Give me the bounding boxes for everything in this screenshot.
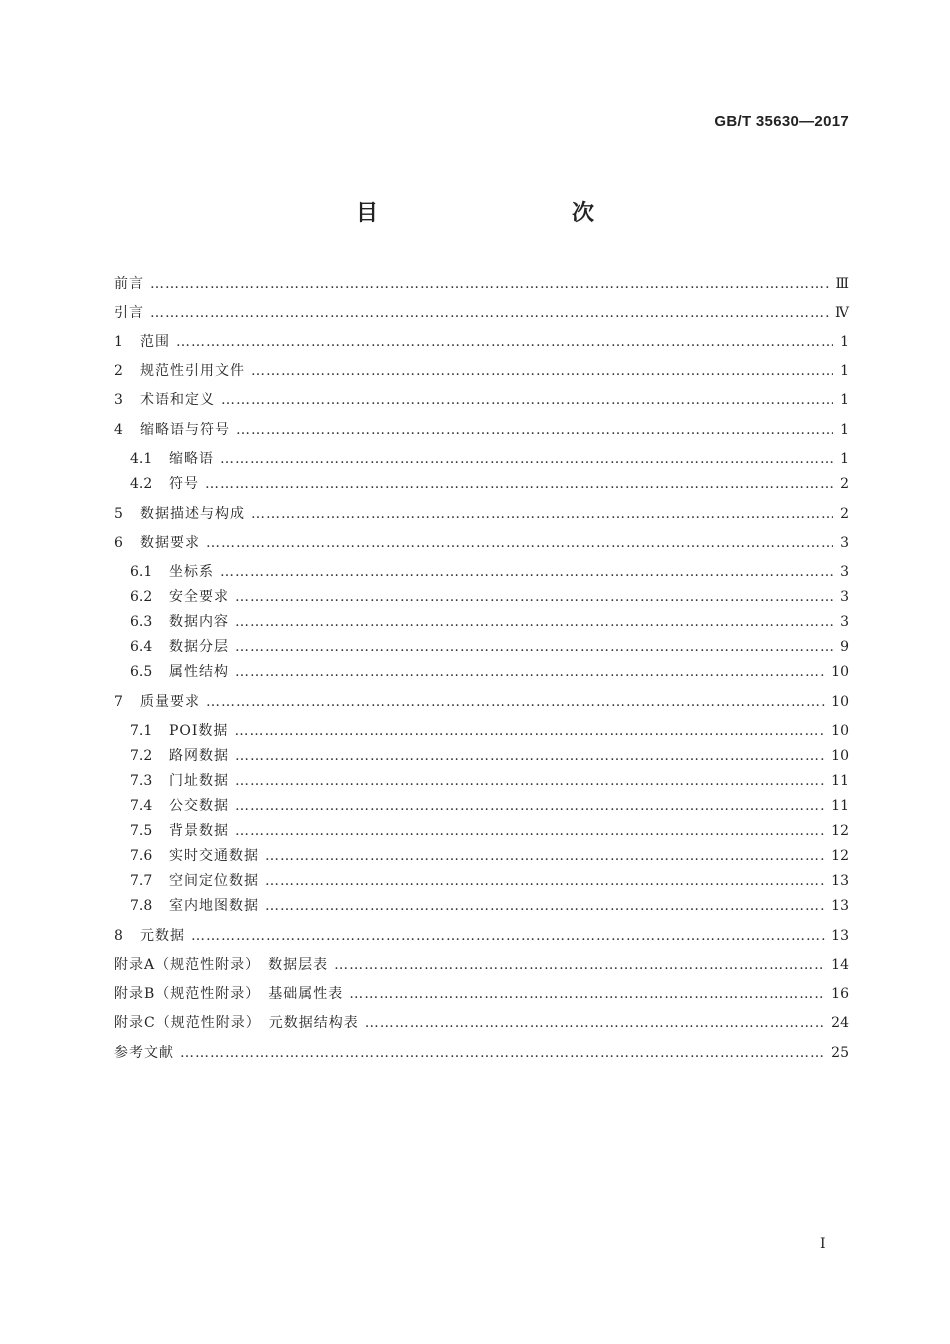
toc-number: 3 [114,392,123,408]
toc-label: 公交数据 [169,798,229,814]
toc-number: 8 [114,928,123,944]
toc-entry-introduction[interactable] [114,303,849,323]
toc-entry-7-2[interactable] [130,746,849,766]
toc-number: 7.3 [130,773,153,789]
toc-number: 6.5 [130,664,153,680]
toc-entry-appendix-a[interactable] [114,955,849,975]
toc-entry-6-3[interactable] [130,612,849,632]
leader-dots [235,637,833,657]
toc-entry-1[interactable] [114,332,849,352]
toc-page: 1 [840,392,849,408]
toc-entry-references[interactable] [114,1043,849,1063]
leader-dots [265,871,825,891]
toc-page: 10 [831,723,849,739]
leader-dots [365,1013,825,1033]
toc-number: 4.2 [130,476,153,492]
toc-page: 3 [840,535,849,551]
toc-entry-7-5[interactable] [130,821,849,841]
document-code: GB/T 35630—2017 [714,113,849,130]
leader-dots [150,303,829,323]
leader-dots [236,420,833,440]
toc-number: 4 [114,422,123,438]
toc-label: 附录A（规范性附录） 数据层表 [114,957,329,973]
leader-dots [191,926,825,946]
toc-number: 7.6 [130,848,153,864]
toc-entry-7-3[interactable] [130,771,849,791]
toc-entry-6-4[interactable] [130,637,849,657]
toc-label: 门址数据 [169,773,229,789]
toc-page: 2 [840,476,849,492]
toc-entry-4-2[interactable] [130,474,849,494]
toc-entry-7-6[interactable] [130,846,849,866]
toc-page: 9 [840,639,849,655]
toc-entry-8[interactable] [114,926,849,946]
toc-page: 13 [831,928,849,944]
toc-page: 14 [831,957,849,973]
leader-dots [176,332,833,352]
toc-number: 7.7 [130,873,153,889]
toc-page: 13 [831,873,849,889]
toc-label: 安全要求 [169,589,229,605]
leader-dots [150,274,829,294]
toc-number: 2 [114,363,123,379]
toc-label: 室内地图数据 [169,898,259,914]
toc-page: 10 [831,748,849,764]
toc-page: 3 [840,589,849,605]
toc-label: 缩略语与符号 [140,422,230,438]
toc-label: 空间定位数据 [169,873,259,889]
toc-page: 3 [840,564,849,580]
leader-dots [235,662,825,682]
toc-label: 路网数据 [169,748,229,764]
toc-entry-7-4[interactable] [130,796,849,816]
leader-dots [235,587,833,607]
toc-label: 规范性引用文件 [140,363,245,379]
toc-entry-foreword[interactable] [114,274,849,294]
toc-entry-7[interactable] [114,692,849,712]
toc-entry-6[interactable] [114,533,849,553]
leader-dots [206,692,825,712]
toc-page: 1 [840,451,849,467]
toc-number: 7.1 [130,723,153,739]
toc-entry-5[interactable] [114,504,849,524]
toc-label: POI数据 [169,723,229,739]
toc-label: 缩略语 [169,451,214,467]
toc-label: 符号 [169,476,199,492]
toc-label: 前言 [114,276,144,292]
toc-label: 质量要求 [140,694,200,710]
toc-page: 16 [831,986,849,1002]
leader-dots [180,1043,825,1063]
toc-label: 属性结构 [169,664,229,680]
toc-page: 25 [831,1045,849,1061]
toc-label: 数据分层 [169,639,229,655]
toc-number: 7.5 [130,823,153,839]
toc-number: 1 [114,334,123,350]
toc-page: 1 [840,363,849,379]
leader-dots [349,984,825,1004]
toc-label: 实时交通数据 [169,848,259,864]
leader-dots [221,390,833,410]
leader-dots [334,955,825,975]
toc-entry-7-1[interactable] [130,721,849,741]
toc-page: 1 [840,422,849,438]
toc-number: 6.1 [130,564,153,580]
toc-page: 13 [831,898,849,914]
toc-label: 坐标系 [169,564,214,580]
leader-dots [251,504,833,524]
toc-label: 元数据 [140,928,185,944]
toc-page: Ⅳ [835,305,849,321]
toc-entry-7-7[interactable] [130,871,849,891]
toc-label: 背景数据 [169,823,229,839]
leader-dots [235,771,825,791]
leader-dots [220,449,833,469]
toc-number: 4.1 [130,451,153,467]
leader-dots [220,562,833,582]
toc-number: 6 [114,535,123,551]
toc-page: 10 [831,664,849,680]
toc-entry-3[interactable] [114,390,849,410]
toc-entry-7-8[interactable] [130,896,849,916]
toc-page: 3 [840,614,849,630]
toc-number: 6.4 [130,639,153,655]
toc-number: 7 [114,694,123,710]
toc-page: 24 [831,1015,849,1031]
toc-page: 2 [840,506,849,522]
toc-entry-4-1[interactable] [130,449,849,469]
toc-number: 7.2 [130,748,153,764]
leader-dots [205,474,833,494]
toc-label: 参考文献 [114,1045,174,1061]
leader-dots [234,721,825,741]
toc-label: 附录C（规范性附录） 元数据结构表 [114,1015,359,1031]
toc-entry-2[interactable] [114,361,849,381]
page-number: Ⅰ [820,1236,826,1252]
toc-page: Ⅲ [835,276,849,292]
leader-dots [265,896,825,916]
toc-number: 7.4 [130,798,153,814]
toc-label: 引言 [114,305,144,321]
toc-page: 11 [831,773,849,789]
leader-dots [265,846,825,866]
toc-page: 12 [831,848,849,864]
toc-number: 6.3 [130,614,153,630]
toc-entry-6-5[interactable] [130,662,849,682]
toc-entry-6-1[interactable] [130,562,849,582]
toc-label: 范围 [140,334,170,350]
toc-number: 7.8 [130,898,153,914]
toc-label: 数据内容 [169,614,229,630]
toc-label: 术语和定义 [140,392,215,408]
toc-entry-6-2[interactable] [130,587,849,607]
toc-entry-appendix-b[interactable] [114,984,849,1004]
toc-label: 数据描述与构成 [140,506,245,522]
leader-dots [251,361,833,381]
toc-number: 5 [114,506,123,522]
toc-page: 12 [831,823,849,839]
toc-label: 数据要求 [140,535,200,551]
leader-dots [206,533,833,553]
leader-dots [235,796,825,816]
toc-page: 11 [831,798,849,814]
toc-page: 1 [840,334,849,350]
leader-dots [235,821,825,841]
toc-entry-4[interactable] [114,420,849,440]
leader-dots [235,612,833,632]
toc-label: 附录B（规范性附录） 基础属性表 [114,986,344,1002]
toc-title: 目 次 [355,201,644,226]
leader-dots [235,746,825,766]
toc-entry-appendix-c[interactable] [114,1013,849,1033]
toc-page: 10 [831,694,849,710]
toc-number: 6.2 [130,589,153,605]
